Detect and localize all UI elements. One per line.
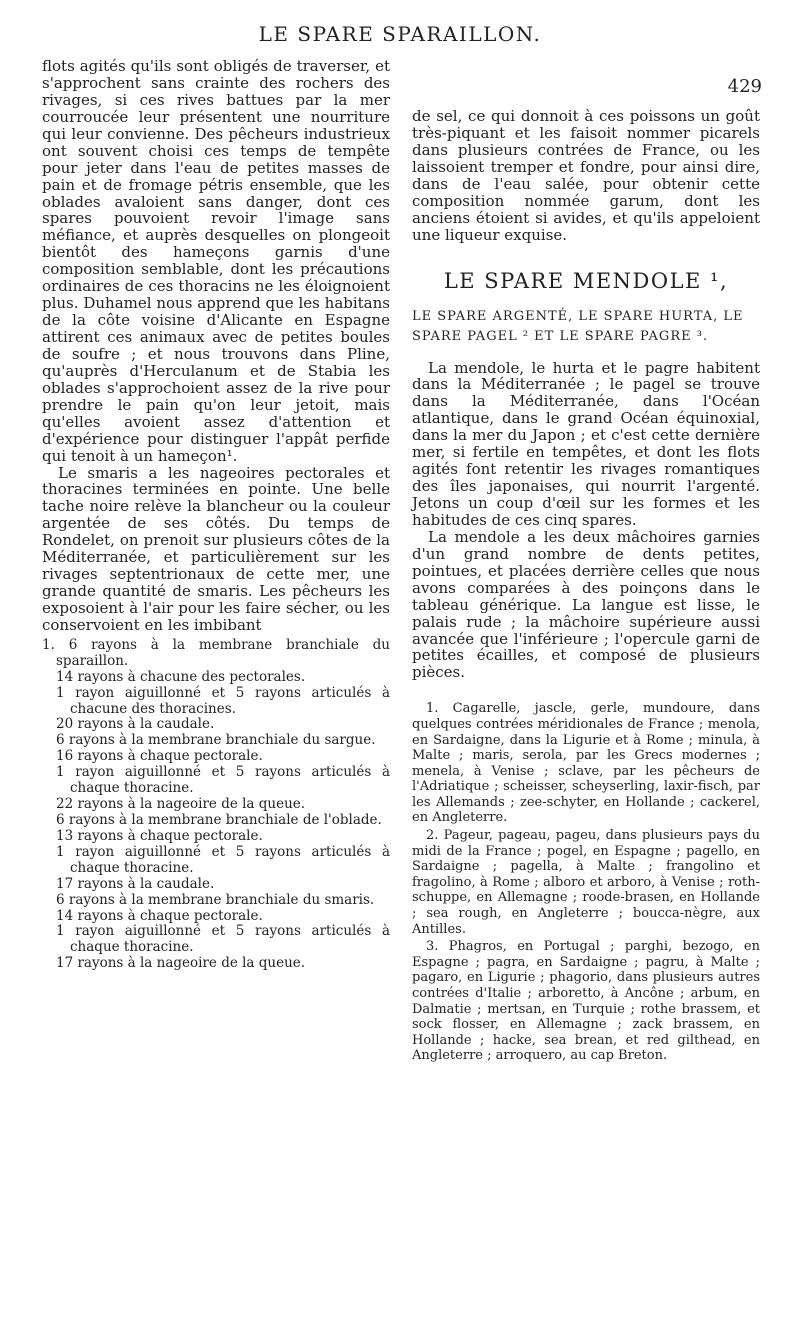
left-paragraph-2: Le smaris a les nageoires pectorales et thoracines terminées en pointe. Une belle tache noire relève la blancheur ou la couleur argentée de ses côtés. Du temps de Rondelet, on prenoit sur plusieurs côtes de la Méditerranée, et particulièrement sur les rivages septentrionaux de cette mer, une grande quantité de smaris. Les pêcheurs les exposoient à l'air pour les faire sécher, ou les conservoient en les imbibant	[42, 463, 390, 634]
footnote-line: 1. 6 rayons à la membrane branchiale du sparaillon.	[42, 636, 390, 669]
left-paragraph-1: flots agités qu'ils sont obligés de traverser, et s'approchent sans crainte des rochers des rivages, si ces rives battues par la mer courroucée leur présentent une nourriture qui leur convienne. Des pêcheurs industrieux ont souvent choisi ces temps de tempête pour jeter dans l'eau de petites masses de pain et de fromage pétris ensemble, que les oblades avaloient sans danger, dont ces spares pouvoient revoir l'image sans méfiance, et auprès desquelles on plongeoit bientôt des hameçons garnis d'une composition semblable, dont les précautions ordinaires de ces thoracins ne les éloignoient plus. Duhamel nous apprend que les habitans de la côte voisine d'Alicante en Espagne attirent ces animaux avec de petites boules de soufre ; et nous trouvons dans Pline, qu'auprès d'Herculanum et de Stabia les oblades s'approchoient assez de la rive pour prendre le pain qu'on leur jetoit, mais qu'elles avoient assez d'attention et d'expérience pour distinguer l'appât perfide qui tenoit à un hameçon¹.	[42, 57, 390, 465]
footnote-line: 16 rayons à chaque pectorale.	[56, 748, 263, 765]
left-footnotes	[42, 638, 390, 972]
footnote-line: 22 rayons à la nageoire de la queue.	[56, 796, 306, 813]
footnote-line: 17 rayons à la caudale.	[56, 875, 215, 892]
right-paragraph-1: La mendole, le hurta et le pagre habitent dans la Méditerranée ; le pagel se trouve dans la Méditerranée, dans l'Océan atlantique, dans le grand Océan équinoxial, dans la mer du Japon ; et c'est cette dernière mer, si fertile en tempêtes, et dont les flots agités font retentir les rivages romantiques des îles japonaises, qui nourrit l'argenté. Jetons un coup d'œil sur les formes et les habitudes de ces cinq spares.	[412, 358, 760, 529]
section-title: LE SPARE MENDOLE ¹,	[443, 268, 729, 293]
right-column	[412, 108, 760, 1066]
right-footnotes	[412, 701, 760, 1064]
footnote-line: 20 rayons à la caudale.	[56, 716, 215, 733]
footnote-line: 6 rayons à la membrane branchiale de l'oblade.	[56, 812, 382, 829]
footnote-line: 1 rayon aiguillonné et 5 rayons articulés à chaque thoracine.	[56, 764, 390, 797]
running-head: LE SPARE SPARAILLON.	[258, 22, 542, 46]
section-subtitle: LE SPARE ARGENTÉ, LE SPARE HURTA, LE SPARE PAGEL ² ET LE SPARE PAGRE ³.	[412, 309, 744, 345]
footnote-line: 1 rayon aiguillonné et 5 rayons articulés à chaque thoracine.	[56, 923, 390, 956]
footnote-2: 2. Pageur, pageau, pageu, dans plusieurs pays du midi de la France ; pogel, en Espagne ; pagello, en Sardaigne ; pagella, à Malte ; frangolino et fragolino, à Rome ; alboro et arboro, à Venise ; roth-schuppe, en Allemagne ; roode-brasen, en Hollande ; sea rough, en Angleterre ; boucca-nègre, aux Antilles.	[412, 828, 760, 937]
page-number: 429	[727, 76, 762, 97]
footnote-line: 17 rayons à la nageoire de la queue.	[56, 955, 306, 972]
footnote-line: 13 rayons à chaque pectorale.	[56, 827, 263, 844]
footnote-line: 1 rayon aiguillonné et 5 rayons articulés à chacune des thoracines.	[56, 684, 390, 717]
right-paragraph-2: La mendole a les deux mâchoires garnies d'un grand nombre de dents petites, pointues, et placées derrière celles que nous avons comparées à des poinçons dans le tableau générique. La langue est lisse, le palais rude ; la mâchoire supérieure aussi avancée que l'inférieure ; l'opercule garni de petites écailles, et composé de plusieurs pièces.	[412, 527, 760, 682]
left-column	[42, 58, 390, 972]
footnote-line: 14 rayons à chaque pectorale.	[56, 907, 263, 924]
footnote-line: 1 rayon aiguillonné et 5 rayons articulés à chaque thoracine.	[56, 843, 390, 876]
footnote-1: 1. Cagarelle, jascle, gerle, mundoure, dans quelques contrées méridionales de France ; menola, en Sardaigne, dans la Ligurie et à Rome ; minula, à Malte ; maris, serola, par les Grecs modernes ; menela, à Venise ; sclave, par les pêcheurs de l'Adriatique ; scheisser, scheyserling, laxir-fisch, par les Allemands ; zee-schyter, en Hollande ; cackerel, en Angleterre.	[412, 701, 760, 826]
footnote-3: 3. Phagros, en Portugal ; parghi, bezogo, en Espagne ; pagra, en Sardaigne ; pagru, à Malte ; pagaro, en Ligurie ; phagorio, dans plusieurs autres contrées d'Italie ; arboretto, à Ancône ; arbum, en Dalmatie ; mertsan, en Turquie ; rothe brassem, et sock flosser, en Allemagne ; zack brassem, en Hollande ; hacke, sea brean, et red gilthead, en Angleterre ; arroquero, au cap Breton.	[412, 939, 760, 1064]
footnote-line: 6 rayons à la membrane branchiale du sargue.	[56, 732, 376, 749]
right-paragraph-top: de sel, ce qui donnoit à ces poissons un goût très-piquant et les faisoit nommer picarels dans plusieurs contrées de France, ou les laissoient tremper et fondre, pour ainsi dire, dans de l'eau salée, pour obtenir cette composition nommée garum, dont les anciens étoient si avides, et qu'ils appeloient une liqueur exquise.	[412, 107, 760, 244]
footnote-line: 6 rayons à la membrane branchiale du smaris.	[56, 891, 375, 908]
footnote-line: 14 rayons à chacune des pectorales.	[56, 668, 306, 685]
